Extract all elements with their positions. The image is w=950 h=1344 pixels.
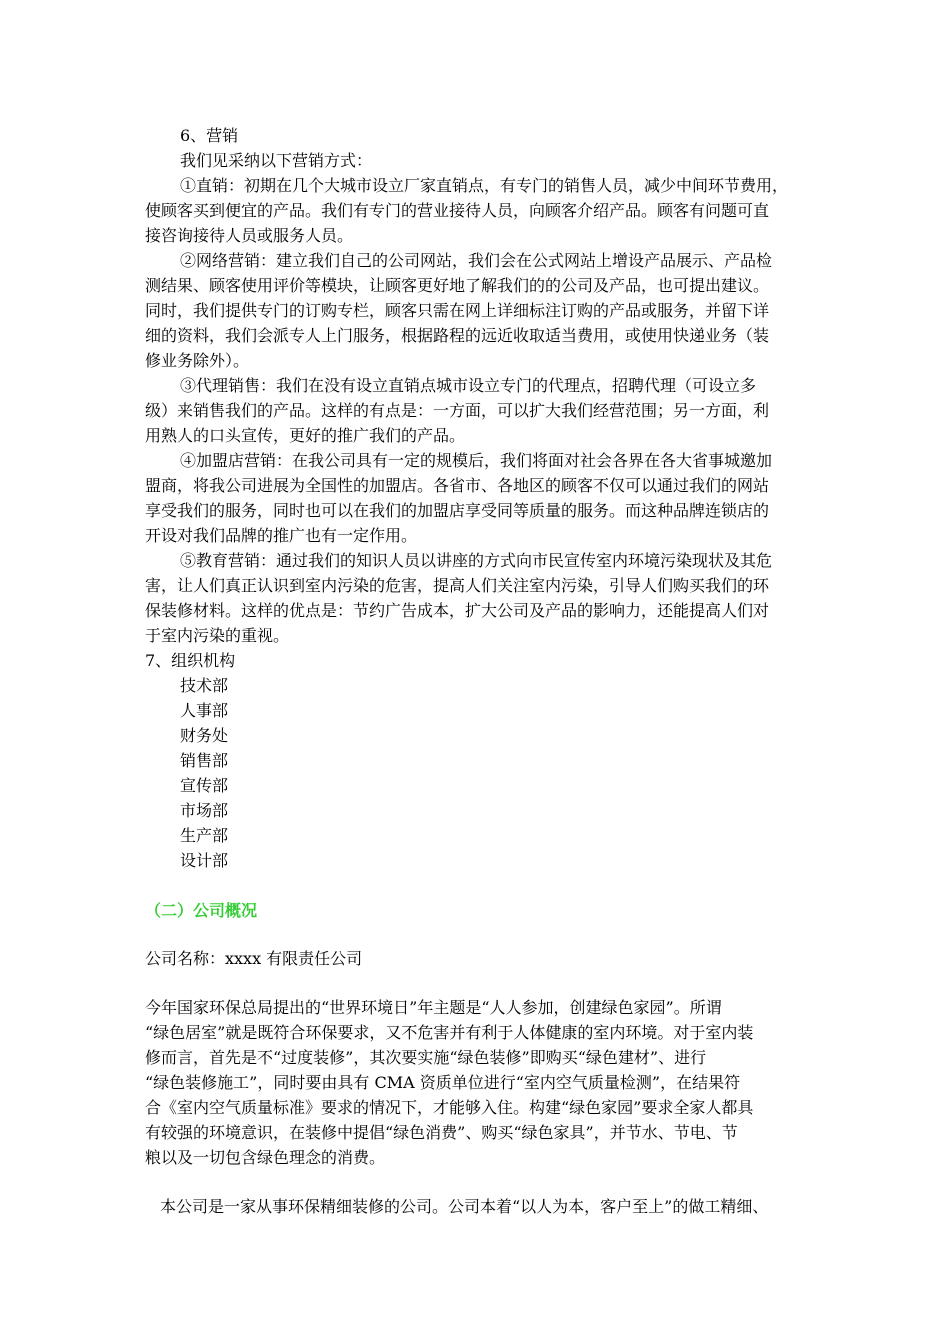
- marketing-online-line: 同时，我们提供专门的订购专栏，顾客只需在网上详细标注订购的产品或服务，并留下详: [145, 301, 770, 320]
- overview-paragraph-line: 今年国家环保总局提出的“世界环境日”年主题是“人人参加，创建绿色家园”。所谓: [145, 998, 722, 1017]
- department-item: 人事部: [180, 701, 229, 720]
- marketing-agent-line: 级）来销售我们的产品。这样的有点是：一方面，可以扩大我们经营范围；另一方面，利: [145, 401, 770, 420]
- overview-paragraph-line: 有较强的环境意识，在装修中提倡“绿色消费”、购买“绿色家具”，并节水、节电、节: [145, 1123, 738, 1142]
- marketing-franchise-line: 盟商，将我公司进展为全国性的加盟店。各省市、各地区的顾客不仅可以通过我们的网站: [145, 476, 770, 495]
- marketing-online-line: 细的资料，我们会派专人上门服务，根据路程的远近收取适当费用，或使用快递业务（装: [145, 326, 770, 345]
- marketing-education-line: 于室内污染的重视。: [145, 626, 290, 645]
- marketing-franchise-line: 开设对我们品牌的推广也有一定作用。: [145, 526, 418, 545]
- department-item: 销售部: [180, 751, 229, 770]
- marketing-agent-line: 用熟人的口头宣传，更好的推广我们的产品。: [145, 426, 466, 445]
- marketing-direct-line: 使顾客买到便宜的产品。我们有专门的营业接待人员，向顾客介绍产品。顾客有问题可直: [145, 201, 770, 220]
- marketing-franchise-line: 享受我们的服务，同时也可以在我们的加盟店享受同等质量的服务。而这种品牌连锁店的: [145, 501, 770, 520]
- department-item: 技术部: [180, 676, 229, 695]
- marketing-agent-line: ③代理销售：我们在没有设立直销点城市设立专门的代理点，招聘代理（可设立多: [180, 376, 757, 395]
- overview-paragraph-line: “绿色装修施工”，同时要由具有 CMA 资质单位进行“室内空气质量检测”，在结果符: [145, 1073, 741, 1092]
- marketing-online-line: ②网络营销：建立我们自己的公司网站，我们会在公式网站上增设产品展示、产品检: [180, 251, 773, 270]
- marketing-direct-line: ①直销：初期在几个大城市设立厂家直销点，有专门的销售人员，减少中间环节费用，: [180, 176, 789, 195]
- overview-paragraph-line: “绿色居室”就是既符合环保要求，又不危害并有利于人体健康的室内环境。对于室内装: [145, 1023, 754, 1042]
- marketing-education-line: ⑤教育营销：通过我们的知识人员以讲座的方式向市民宣传室内环境污染现状及其危: [180, 551, 773, 570]
- company-name: 公司名称：xxxx 有限责任公司: [145, 949, 363, 968]
- marketing-education-line: 保装修材料。这样的优点是：节约广告成本，扩大公司及产品的影响力，还能提高人们对: [145, 601, 770, 620]
- marketing-online-line: 修业务除外）。: [145, 351, 250, 370]
- section-6-intro: 我们见采纳以下营销方式：: [180, 151, 373, 170]
- overview-paragraph-line: 合《室内空气质量标准》要求的情况下，才能够入住。构建“绿色家园”要求全家人都具: [145, 1098, 754, 1117]
- overview-heading: （二）公司概况: [145, 901, 258, 920]
- department-item: 市场部: [180, 801, 229, 820]
- section-6-title: 6、营销: [180, 126, 239, 145]
- department-item: 财务处: [180, 726, 229, 745]
- section-7-title: 7、组织机构: [145, 651, 236, 670]
- overview-paragraph-line: 修而言，首先是不“过度装修”，其次要实施“绿色装修”即购买“绿色建材”、进行: [145, 1048, 707, 1067]
- marketing-direct-line: 接咨询接待人员或服务人员。: [145, 226, 354, 245]
- department-item: 生产部: [180, 826, 229, 845]
- department-item: 设计部: [180, 851, 229, 870]
- department-item: 宣传部: [180, 776, 229, 795]
- overview-paragraph-line: 粮以及一切包含绿色理念的消费。: [145, 1148, 386, 1167]
- marketing-online-line: 测结果、顾客使用评价等模块，让顾客更好地了解我们的的公司及产品，也可提出建议。: [145, 276, 770, 295]
- marketing-franchise-line: ④加盟店营销：在我公司具有一定的规模后，我们将面对社会各界在各大省事城邀加: [180, 451, 773, 470]
- marketing-education-line: 害，让人们真正认识到室内污染的危害，提高人们关注室内污染，引导人们购买我们的环: [145, 576, 770, 595]
- company-intro-line: 本公司是一家从事环保精细装修的公司。公司本着“以人为本，客户至上”的做工精细、: [160, 1197, 769, 1216]
